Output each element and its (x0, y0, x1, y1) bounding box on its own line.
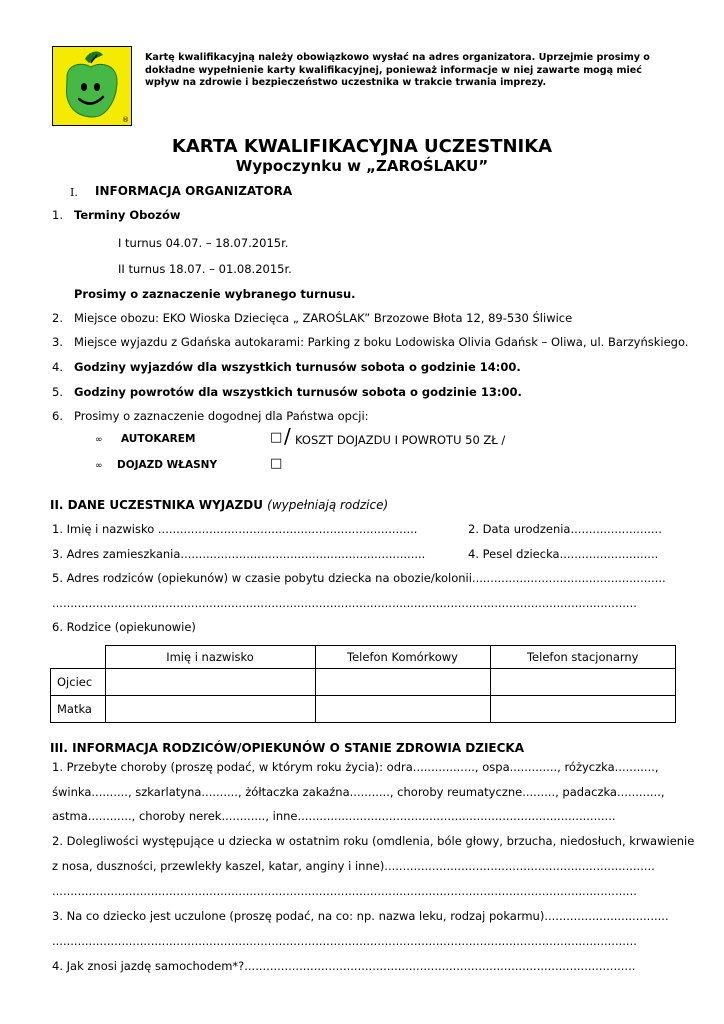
pesel-field[interactable]: 4. Pesel dziecka........................... (468, 547, 659, 561)
home-address-field[interactable]: 3. Adres zamieszkania................................................................... (52, 547, 426, 561)
table-header-row (51, 646, 676, 669)
apple-logo-icon (53, 47, 131, 125)
ailments-continuation[interactable]: ................................................................................................................................................................ (52, 884, 637, 898)
item-number: 3. (52, 335, 63, 349)
section3-heading: III. INFORMACJA RODZICÓW/OPIEKUNÓW O STANIE ZDROWIA DZIECKA (50, 741, 525, 755)
mother-name-cell[interactable] (105, 696, 315, 723)
section2-title: II. DANE UCZESTNIKA WYJAZDU (50, 498, 263, 512)
option-prompt: Prosimy o zaznaczenie dogodnej dla Państwa opcji: (74, 409, 369, 423)
father-landline-cell[interactable] (490, 669, 676, 696)
item-number: 5. (52, 385, 63, 399)
option-bus-checkbox[interactable]: □ (270, 430, 283, 445)
page-title: KARTA KWALIFIKACYJNA UCZESTNIKA (171, 136, 553, 157)
registered-mark: ® (122, 116, 129, 124)
item-number: 6. (52, 409, 63, 423)
column-header-mobile: Telefon Komórkowy (315, 646, 490, 669)
column-header-name: Imię i nazwisko (105, 646, 315, 669)
section2-note: (wypełniają rodzice) (267, 498, 389, 512)
infinity-bullet-icon: ∞ (95, 461, 103, 471)
item-number: 2. (52, 311, 63, 325)
header-notice: Kartę kwalifikacyjną należy obowiązkowo wysłać na adres organizatora. Uprzejmie prosimy o dokładne wypełnienie karty kwalifikacyjnej, ponieważ informacje w niej zawarte mogą mieć wpływ na zdrowie i bezpieczeństwo uczestnika w trakcie trwania imprezy. (145, 52, 650, 88)
father-name-cell[interactable] (105, 669, 315, 696)
allergies-field[interactable]: 3. Na co dziecko jest uczulone (proszę podać, na co: np. nazwa leku, rodzaj pokarmu).................................. (52, 909, 669, 923)
option-own-label: DOJAZD WŁASNY (117, 459, 218, 471)
logo (52, 46, 132, 126)
allergies-continuation[interactable]: ................................................................................................................................................................ (52, 934, 637, 948)
item-number: 4. (52, 360, 63, 374)
page-subtitle: Wypoczynku w „ZAROŚLAKU” (235, 157, 489, 175)
row-label-father: Ojciec (51, 669, 106, 696)
return-times: Godziny powrotów dla wszystkich turnusów sobota o godzinie 13:00. (74, 385, 522, 399)
participant-name-field[interactable]: 1. Imię i nazwisko ....................................................................... (52, 522, 418, 536)
mother-landline-cell[interactable] (490, 696, 676, 723)
father-mobile-cell[interactable] (315, 669, 490, 696)
past-illnesses-field-2[interactable]: świnka.........., szkarlatyna.........., żółtaczka zakaźna..........., choroby reumatyczne........., padaczka............, (52, 785, 665, 799)
departure-location: Miejsce wyjazdu z Gdańska autokarami: Parking z boku Lodowiska Olivia Gdańsk – Oliwa, ul. Barzyńskiego. (74, 335, 689, 349)
section1-numeral: I. (70, 186, 78, 199)
parents-address-field[interactable]: 5. Adres rodziców (opiekunów) w czasie pobytu dziecka na obozie/kolonii..................................................... (52, 571, 666, 585)
section1-heading: INFORMACJA ORGANIZATORA (95, 184, 293, 198)
option-bus-cost: KOSZT DOJAZDU I POWROTU 50 ZŁ / (295, 433, 506, 447)
row-label-mother: Matka (51, 696, 106, 723)
camp-dates-label: Terminy Obozów (74, 208, 181, 222)
car-travel-field[interactable]: 4. Jak znosi jazdę samochodem*?........................................................................................................... (52, 959, 636, 973)
past-illnesses-field[interactable]: 1. Przebyte choroby (proszę podać, w którym roku życia): odra................., ospa............., różyczka..........., (52, 760, 659, 774)
infinity-bullet-icon: ∞ (95, 435, 103, 445)
turnus-1: I turnus 04.07. – 18.07.2015r. (118, 236, 289, 250)
slash-mark: / (284, 424, 291, 448)
table-row (51, 696, 676, 723)
parents-address-continuation[interactable]: ................................................................................................................................................................ (52, 596, 637, 610)
item-number: 1. (52, 208, 63, 222)
turnus-2: II turnus 18.07. – 01.08.2015r. (118, 262, 292, 276)
parents-label: 6. Rodzice (opiekunowie) (52, 620, 196, 634)
option-own-checkbox[interactable]: □ (270, 456, 283, 471)
parents-table (50, 645, 676, 723)
mother-mobile-cell[interactable] (315, 696, 490, 723)
section2-heading (50, 498, 388, 512)
past-illnesses-field-3[interactable]: astma............, choroby nerek............, inne....................................................................................... (52, 809, 616, 823)
select-turnus-note: Prosimy o zaznaczenie wybranego turnusu. (74, 287, 356, 301)
camp-location: Miejsce obozu: EKO Wioska Dziecięca „ ZAROŚLAK” Brzozowe Błota 12, 89-530 Śliwice (74, 311, 573, 325)
table-row (51, 669, 676, 696)
departure-times: Godziny wyjazdów dla wszystkich turnusów sobota o godzinie 14:00. (74, 360, 521, 374)
birth-date-field[interactable]: 2. Data urodzenia......................... (468, 522, 662, 536)
table-corner-cell (51, 646, 106, 669)
option-bus-label: AUTOKAREM (121, 433, 196, 445)
column-header-landline: Telefon stacjonarny (490, 646, 676, 669)
ailments-question: 2. Dolegliwości występujące u dziecka w ostatnim roku (omdlenia, bóle głowy, brzucha, niedosłuch, krwawienie (52, 834, 695, 848)
ailments-field[interactable]: z nosa, duszności, przewlekły kaszel, katar, anginy i inne).......................................................................... (52, 859, 655, 873)
